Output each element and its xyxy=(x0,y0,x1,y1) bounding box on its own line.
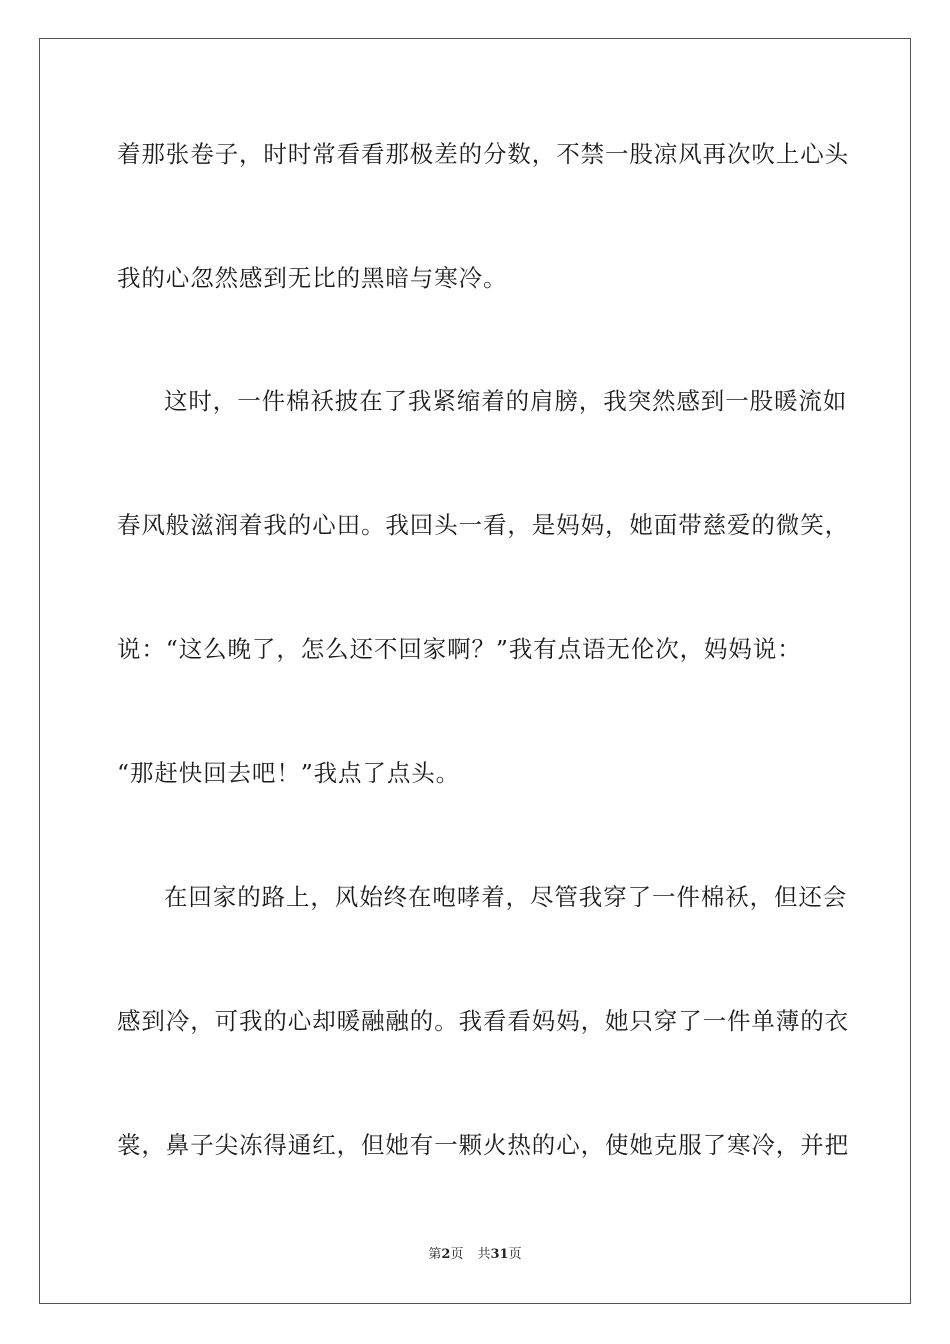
text-line-1: 着那张卷子，时时常看看那极差的分数，不禁一股凉风再次吹上心头 xyxy=(117,140,849,168)
text-line-5: 说：“这么晚了，怎么还不回家啊？”我有点语无伦次，妈妈说： xyxy=(117,635,802,663)
footer-total-suffix: 页 xyxy=(508,1247,522,1262)
text-line-8: 感到冷，可我的心却暖融融的。我看看妈妈，她只穿了一件单薄的衣 xyxy=(117,1007,849,1035)
text-line-3: 这时，一件棉袄披在了我紧缩着的肩膀，我突然感到一股暖流如 xyxy=(164,387,848,415)
footer-page-suffix: 页 xyxy=(450,1247,464,1262)
text-line-6: “那赶快回去吧！”我点了点头。 xyxy=(117,759,461,787)
text-line-9: 裳，鼻子尖冻得通红，但她有一颗火热的心，使她克服了寒冷，并把 xyxy=(117,1131,849,1159)
page-border xyxy=(39,38,911,1304)
footer-page-number: 2 xyxy=(441,1247,451,1262)
text-line-4: 春风般滋润着我的心田。我回头一看，是妈妈，她面带慈爱的微笑， xyxy=(117,511,849,539)
footer-page-prefix: 第 xyxy=(428,1247,442,1262)
footer-total-number: 31 xyxy=(490,1247,509,1262)
text-line-2: 我的心忽然感到无比的黑暗与寒冷。 xyxy=(117,264,508,292)
footer-total-prefix: 共 xyxy=(477,1247,491,1262)
page-footer xyxy=(0,1246,950,1264)
text-line-7: 在回家的路上，风始终在咆哮着，尽管我穿了一件棉袄，但还会 xyxy=(164,883,848,911)
